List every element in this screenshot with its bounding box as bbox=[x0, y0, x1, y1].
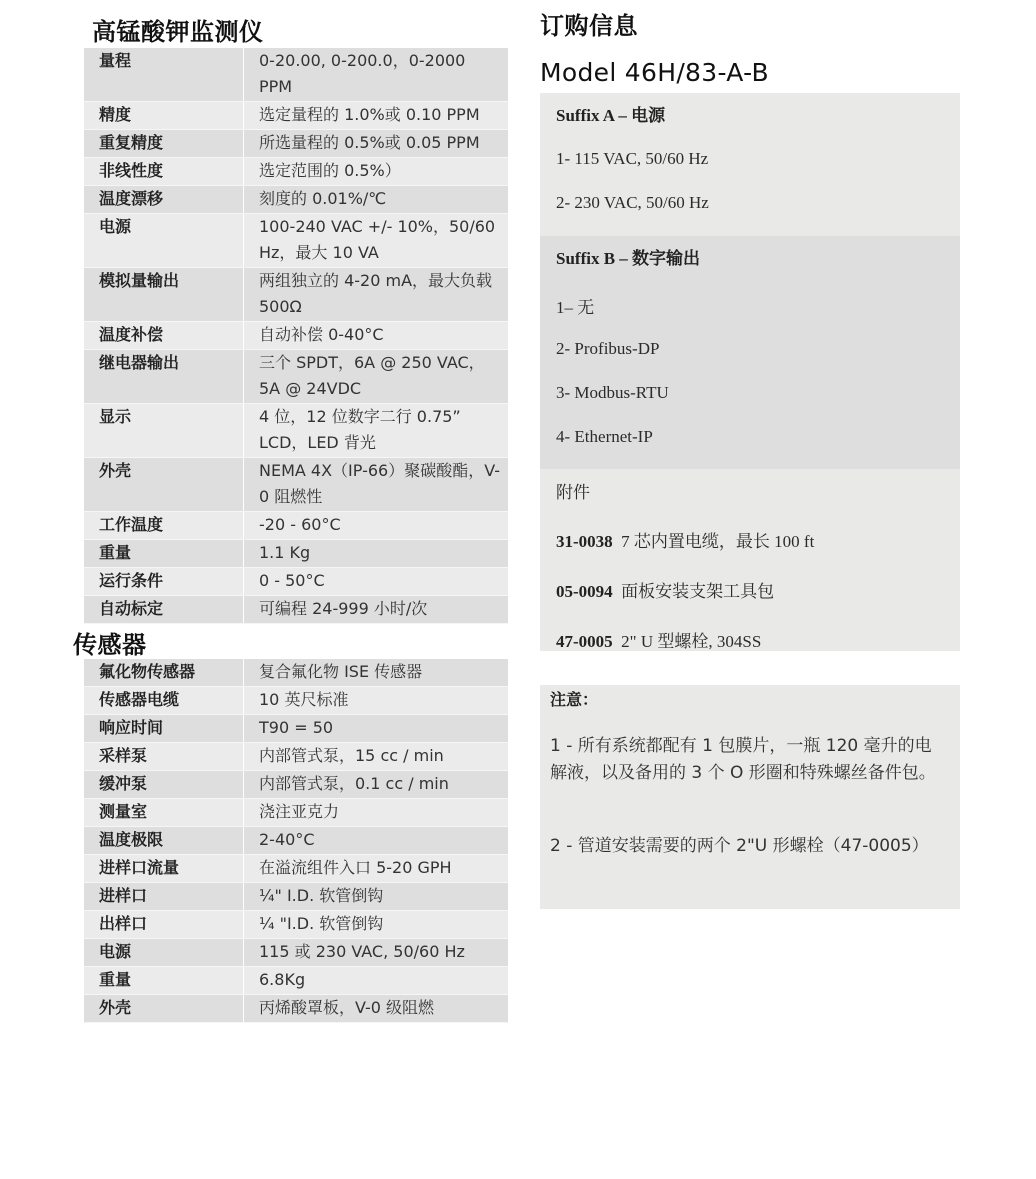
suffix-a-option: 1- 115 VAC, 50/60 Hz bbox=[556, 149, 709, 168]
spec-row bbox=[84, 911, 508, 939]
spec-value: 0 - 50°C bbox=[244, 568, 509, 596]
spec-value: 在溢流组件入口 5-20 GPH bbox=[244, 855, 509, 883]
spec-value: 0-20.00, 0-200.0，0-2000 PPM bbox=[244, 48, 509, 102]
spec-key: 运行条件 bbox=[84, 568, 244, 596]
suffix-b-option: 4- Ethernet-IP bbox=[556, 427, 653, 446]
spec-value: -20 - 60°C bbox=[244, 512, 509, 540]
spec-row bbox=[84, 48, 508, 102]
spec-row bbox=[84, 404, 508, 458]
spec-row bbox=[84, 130, 508, 158]
model-number: Model 46H/83-A-B bbox=[540, 58, 769, 87]
spec-value: 刻度的 0.01%/℃ bbox=[244, 186, 509, 214]
spec-key: 自动标定 bbox=[84, 596, 244, 624]
accessory-code: 05-0094 bbox=[556, 582, 613, 601]
spec-row bbox=[84, 855, 508, 883]
spec-key: 量程 bbox=[84, 48, 244, 102]
spec-row bbox=[84, 350, 508, 404]
spec-value: 1.1 Kg bbox=[244, 540, 509, 568]
accessory-desc: 7 芯内置电缆，最长 100 ft bbox=[621, 532, 815, 551]
spec-key: 响应时间 bbox=[84, 715, 244, 743]
accessories-heading: 附件 bbox=[556, 483, 590, 503]
spec-value: NEMA 4X（IP-66）聚碳酸酯，V-0 阻燃性 bbox=[244, 458, 509, 512]
spec-value: 两组独立的 4-20 mA，最大负载 500Ω bbox=[244, 268, 509, 322]
spec-key: 进样口 bbox=[84, 883, 244, 911]
suffix-a-heading: Suffix A – 电源 bbox=[556, 106, 666, 125]
spec-row bbox=[84, 322, 508, 350]
accessory-item bbox=[556, 527, 814, 552]
spec-value: 4 位，12 位数字二行 0.75” LCD，LED 背光 bbox=[244, 404, 509, 458]
spec-key: 精度 bbox=[84, 102, 244, 130]
spec-key: 氟化物传感器 bbox=[84, 659, 244, 687]
spec-key: 模拟量输出 bbox=[84, 268, 244, 322]
spec-value: 复合氟化物 ISE 传感器 bbox=[244, 659, 509, 687]
spec-row bbox=[84, 771, 508, 799]
spec-key: 出样口 bbox=[84, 911, 244, 939]
spec-row bbox=[84, 743, 508, 771]
spec-value: 6.8Kg bbox=[244, 967, 509, 995]
spec-row bbox=[84, 715, 508, 743]
spec-key: 温度补偿 bbox=[84, 322, 244, 350]
sensor-title: 传感器 bbox=[73, 631, 147, 659]
spec-key: 重复精度 bbox=[84, 130, 244, 158]
spec-row bbox=[84, 967, 508, 995]
spec-row bbox=[84, 687, 508, 715]
spec-value: 115 或 230 VAC, 50/60 Hz bbox=[244, 939, 509, 967]
spec-key: 测量室 bbox=[84, 799, 244, 827]
spec-key: 传感器电缆 bbox=[84, 687, 244, 715]
spec-row bbox=[84, 596, 508, 624]
monitor-spec-table bbox=[84, 48, 508, 624]
spec-row bbox=[84, 458, 508, 512]
spec-key: 缓冲泵 bbox=[84, 771, 244, 799]
spec-row bbox=[84, 540, 508, 568]
suffix-b-option: 2- Profibus-DP bbox=[556, 339, 660, 358]
spec-key: 继电器输出 bbox=[84, 350, 244, 404]
spec-row bbox=[84, 827, 508, 855]
spec-row bbox=[84, 939, 508, 967]
spec-key: 温度极限 bbox=[84, 827, 244, 855]
spec-row bbox=[84, 995, 508, 1023]
spec-row bbox=[84, 268, 508, 322]
spec-value: 100-240 VAC +/- 10%，50/60 Hz，最大 10 VA bbox=[244, 214, 509, 268]
spec-key: 工作温度 bbox=[84, 512, 244, 540]
spec-row bbox=[84, 158, 508, 186]
spec-key: 重量 bbox=[84, 967, 244, 995]
suffix-b-option: 3- Modbus-RTU bbox=[556, 383, 669, 402]
accessory-item bbox=[556, 627, 761, 652]
spec-value: 丙烯酸罩板，V-0 级阻燃 bbox=[244, 995, 509, 1023]
spec-value: T90 = 50 bbox=[244, 715, 509, 743]
spec-key: 非线性度 bbox=[84, 158, 244, 186]
spec-key: 外壳 bbox=[84, 458, 244, 512]
spec-row bbox=[84, 883, 508, 911]
spec-key: 电源 bbox=[84, 214, 244, 268]
spec-value: 内部管式泵，15 cc / min bbox=[244, 743, 509, 771]
spec-row bbox=[84, 799, 508, 827]
spec-key: 温度漂移 bbox=[84, 186, 244, 214]
note-panel bbox=[540, 685, 960, 909]
accessory-desc: 2" U 型螺栓, 304SS bbox=[621, 632, 762, 651]
suffix-a-option: 2- 230 VAC, 50/60 Hz bbox=[556, 193, 709, 212]
spec-row bbox=[84, 102, 508, 130]
accessories-panel bbox=[540, 469, 960, 651]
spec-value: 10 英尺标准 bbox=[244, 687, 509, 715]
accessory-desc: 面板安装支架工具包 bbox=[621, 582, 775, 601]
spec-key: 采样泵 bbox=[84, 743, 244, 771]
accessory-code: 47-0005 bbox=[556, 632, 613, 651]
accessory-code: 31-0038 bbox=[556, 532, 613, 551]
spec-row bbox=[84, 214, 508, 268]
spec-key: 电源 bbox=[84, 939, 244, 967]
spec-value: ¼ "I.D. 软管倒钩 bbox=[244, 911, 509, 939]
spec-key: 显示 bbox=[84, 404, 244, 458]
spec-value: 三个 SPDT，6A @ 250 VAC，5A @ 24VDC bbox=[244, 350, 509, 404]
spec-value: 可编程 24-999 小时/次 bbox=[244, 596, 509, 624]
spec-key: 重量 bbox=[84, 540, 244, 568]
spec-row bbox=[84, 186, 508, 214]
spec-value: 2-40°C bbox=[244, 827, 509, 855]
spec-key: 外壳 bbox=[84, 995, 244, 1023]
suffix-b-panel bbox=[540, 236, 960, 469]
note-paragraph-1: 1 - 所有系统都配有 1 包膜片，一瓶 120 毫升的电解液，以及备用的 3 个 O 形圈和特殊螺丝备件包。 bbox=[550, 736, 936, 783]
note-paragraph-2: 2 - 管道安装需要的两个 2"U 形螺栓（47-0005） bbox=[550, 836, 929, 856]
spec-value: ¼" I.D. 软管倒钩 bbox=[244, 883, 509, 911]
spec-key: 进样口流量 bbox=[84, 855, 244, 883]
spec-value: 内部管式泵，0.1 cc / min bbox=[244, 771, 509, 799]
spec-value: 自动补偿 0-40°C bbox=[244, 322, 509, 350]
sensor-spec-table bbox=[84, 659, 508, 1023]
suffix-b-heading: Suffix B – 数字输出 bbox=[556, 249, 701, 268]
ordering-title: 订购信息 bbox=[540, 12, 638, 40]
spec-value: 选定范围的 0.5%） bbox=[244, 158, 509, 186]
spec-value: 所选量程的 0.5%或 0.05 PPM bbox=[244, 130, 509, 158]
spec-row bbox=[84, 659, 508, 687]
spec-value: 浇注亚克力 bbox=[244, 799, 509, 827]
spec-row bbox=[84, 512, 508, 540]
monitor-title: 高锰酸钾监测仪 bbox=[92, 18, 264, 46]
accessory-item bbox=[556, 577, 774, 602]
spec-value: 选定量程的 1.0%或 0.10 PPM bbox=[244, 102, 509, 130]
note-heading: 注意： bbox=[550, 690, 599, 709]
spec-row bbox=[84, 568, 508, 596]
suffix-a-panel bbox=[540, 93, 960, 236]
suffix-b-option: 1– 无 bbox=[556, 298, 595, 317]
